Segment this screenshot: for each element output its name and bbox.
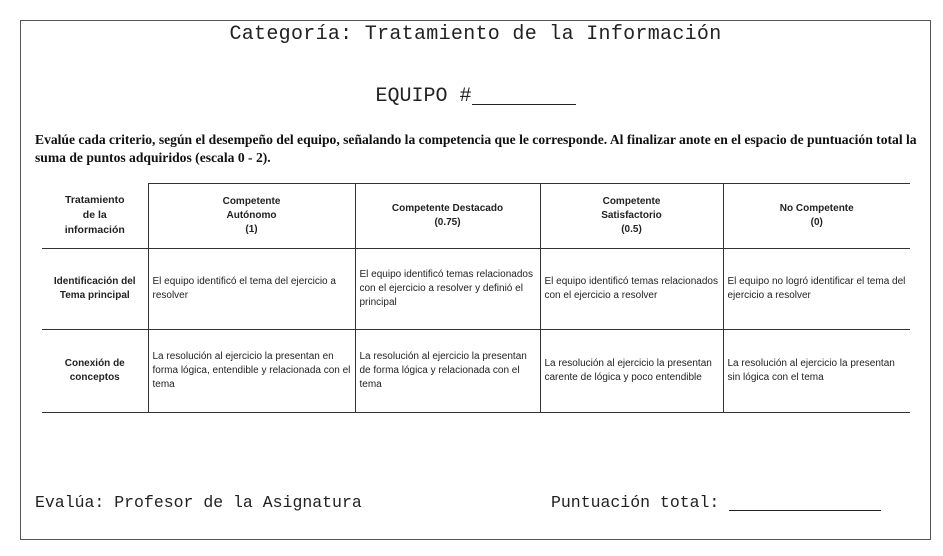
- criterion-name-line: Tema principal: [59, 290, 130, 301]
- team-label: EQUIPO #: [375, 85, 472, 108]
- level-score: (0.5): [621, 224, 642, 235]
- rubric-page: [20, 20, 931, 540]
- level-header-competente-autonomo: [148, 184, 355, 249]
- level-name: Autónomo: [226, 210, 277, 221]
- criterion-name-line: conceptos: [69, 372, 120, 383]
- level-name: Satisfactorio: [601, 210, 662, 221]
- descriptor-cell[interactable]: La resolución al ejercicio la presentan de forma lógica y relacionada con el tema: [355, 330, 540, 413]
- level-name: Competente: [222, 196, 281, 207]
- level-header-competente-satisfactorio: [540, 184, 723, 249]
- rubric-table: [42, 183, 910, 413]
- criterion-name-line: Conexión de: [64, 358, 125, 369]
- descriptor-cell[interactable]: El equipo identificó temas relacionados con el ejercicio a resolver: [540, 249, 723, 330]
- descriptor-cell[interactable]: El equipo identificó temas relacionados con el ejercicio a resolver y definió el principal: [355, 249, 540, 330]
- level-score: (0): [810, 217, 823, 228]
- criterion-name: [42, 249, 148, 330]
- descriptor-cell[interactable]: La resolución al ejercicio la presentan en forma lógica, entendible y relacionada con el tema: [148, 330, 355, 413]
- level-name: No Competente: [779, 203, 854, 214]
- rubric-header-row: [42, 184, 910, 249]
- team-number-line: [21, 85, 930, 108]
- level-header-no-competente: [723, 184, 910, 249]
- instructions-text: Evalúe cada criterio, según el desempeño del equipo, señalando la competencia que le corresponde. Al finalizar anote en el espacio de puntuación total la suma de puntos adquiridos (escala 0 - 2).: [35, 132, 917, 165]
- level-name: Competente: [602, 196, 661, 207]
- team-number-field[interactable]: [472, 85, 576, 105]
- total-score-field[interactable]: [729, 493, 881, 511]
- corner-line: de la: [82, 209, 107, 222]
- criterion-name: [42, 330, 148, 413]
- level-score: (1): [245, 224, 258, 235]
- criterion-row-identificacion: [42, 249, 910, 330]
- total-score-label: Puntuación total:: [551, 493, 720, 512]
- criterion-column-header: [42, 184, 148, 249]
- descriptor-cell[interactable]: El equipo identificó el tema del ejercicio a resolver: [148, 249, 355, 330]
- corner-line: información: [64, 224, 125, 237]
- descriptor-cell[interactable]: La resolución al ejercicio la presentan carente de lógica y poco entendible: [540, 330, 723, 413]
- level-name: Competente Destacado: [391, 203, 504, 214]
- criterion-name-line: Identificación del: [53, 276, 136, 287]
- descriptor-cell[interactable]: El equipo no logró identificar el tema del ejercicio a resolver: [723, 249, 910, 330]
- corner-line: Tratamiento: [64, 194, 125, 207]
- level-score: (0.75): [434, 217, 461, 228]
- criterion-row-conexion: [42, 330, 910, 413]
- page-title: Categoría: Tratamiento de la Información: [229, 23, 722, 46]
- level-header-competente-destacado: [355, 184, 540, 249]
- evaluator-label: Evalúa: Profesor de la Asignatura: [35, 493, 362, 512]
- descriptor-cell[interactable]: La resolución al ejercicio la presentan sin lógica con el tema: [723, 330, 910, 413]
- total-score-line: [551, 493, 881, 512]
